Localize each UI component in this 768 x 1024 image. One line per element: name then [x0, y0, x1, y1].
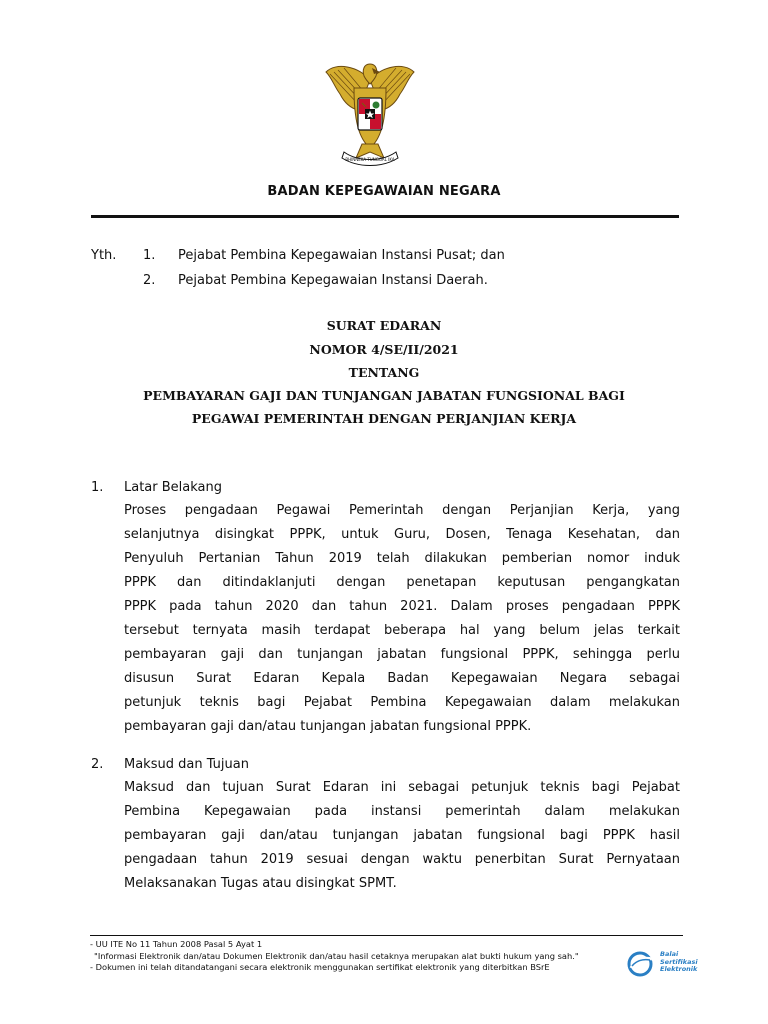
- recipient-text: Pejabat Pembina Kepegawaian Instansi Pusat; dan: [178, 248, 505, 263]
- bsre-logo-text: [660, 951, 698, 974]
- paragraph-line: Pembina Kepegawaian pada instansi pemerintah dalam melakukan: [124, 804, 680, 819]
- paragraph-line: Penyuluh Pertanian Tahun 2019 telah dilakukan pemberian nomor induk: [124, 551, 680, 566]
- document-about-label: TENTANG: [348, 365, 420, 380]
- paragraph-line: pengadaan tahun 2019 sesuai dengan waktu penerbitan Surat Pernyataan: [124, 852, 680, 867]
- logo-text-line: Balai: [660, 950, 679, 958]
- bsre-logo-icon: [626, 951, 656, 977]
- document-type: SURAT EDARAN: [326, 318, 442, 333]
- paragraph-line: pembayaran gaji dan/atau tunjangan jabatan fungsional PPPK.: [124, 719, 532, 734]
- recipient-text: Pejabat Pembina Kepegawaian Instansi Daerah.: [178, 273, 488, 288]
- footer-notes: [90, 939, 579, 974]
- paragraph-line: Proses pengadaan Pegawai Pemerintah dengan Perjanjian Kerja, yang: [124, 503, 680, 518]
- svg-text:BHINNEKA TUNGGAL IKA: BHINNEKA TUNGGAL IKA: [345, 157, 395, 162]
- document-subject-line1: PEMBAYARAN GAJI DAN TUNJANGAN JABATAN FUNGSIONAL BAGI: [143, 388, 625, 403]
- recipient-number: 1.: [143, 248, 156, 263]
- document-number: NOMOR 4/SE/II/2021: [309, 342, 459, 357]
- paragraph-line: PPPK pada tahun 2020 dan tahun 2021. Dalam proses pengadaan PPPK: [124, 599, 680, 614]
- footer-divider: [90, 935, 683, 936]
- paragraph-line: selanjutnya disingkat PPPK, untuk Guru, Dosen, Tenaga Kesehatan, dan: [124, 527, 680, 542]
- paragraph-line: Maksud dan tujuan Surat Edaran ini sebagai petunjuk teknis bagi Pejabat: [124, 780, 680, 795]
- logo-text-line: Sertifikasi: [660, 957, 698, 966]
- section-number: 2.: [91, 757, 104, 772]
- logo-text-line: Elektronik: [660, 965, 698, 973]
- garuda-pancasila-emblem: [318, 58, 422, 170]
- paragraph-line: PPPK dan ditindaklanjuti dengan penetapan keputusan pengangkatan: [124, 575, 680, 590]
- document-subject-line2: PEGAWAI PEMERINTAH DENGAN PERJANJIAN KERJA: [191, 411, 577, 426]
- section-paragraph: [124, 499, 680, 739]
- header-divider: [91, 215, 679, 218]
- recipient-number: 2.: [143, 273, 156, 288]
- paragraph-line: petunjuk teknis bagi Pejabat Pembina Kepegawaian dalam melakukan: [124, 695, 680, 710]
- organization-name: BADAN KEPEGAWAIAN NEGARA: [267, 184, 501, 199]
- paragraph-line: tersebut ternyata masih terdapat beberapa hal yang belum jelas terkait: [124, 623, 680, 638]
- section-number: 1.: [91, 480, 104, 495]
- footer-line: - UU ITE No 11 Tahun 2008 Pasal 5 Ayat 1: [90, 939, 263, 949]
- paragraph-line: disusun Surat Edaran Kepala Badan Kepegawaian Negara sebagai: [124, 671, 680, 686]
- section-paragraph: [124, 776, 680, 896]
- paragraph-line: pembayaran gaji dan/atau tunjangan jabatan fungsional bagi PPPK hasil: [124, 828, 680, 843]
- section-heading: Maksud dan Tujuan: [124, 757, 249, 772]
- footer-line: "Informasi Elektronik dan/atau Dokumen Elektronik dan/atau hasil cetaknya merupakan alat bukti hukum yang sah.": [94, 950, 579, 961]
- paragraph-line: pembayaran gaji dan tunjangan jabatan fungsional PPPK, sehingga perlu: [124, 647, 680, 662]
- paragraph-line: Melaksanakan Tugas atau disingkat SPMT.: [124, 876, 397, 891]
- recipients-label: Yth.: [91, 248, 117, 263]
- footer-line: - Dokumen ini telah ditandatangani secara elektronik menggunakan sertifikat elektronik yang diterbitkan BSrE: [90, 962, 550, 972]
- section-heading: Latar Belakang: [124, 480, 223, 495]
